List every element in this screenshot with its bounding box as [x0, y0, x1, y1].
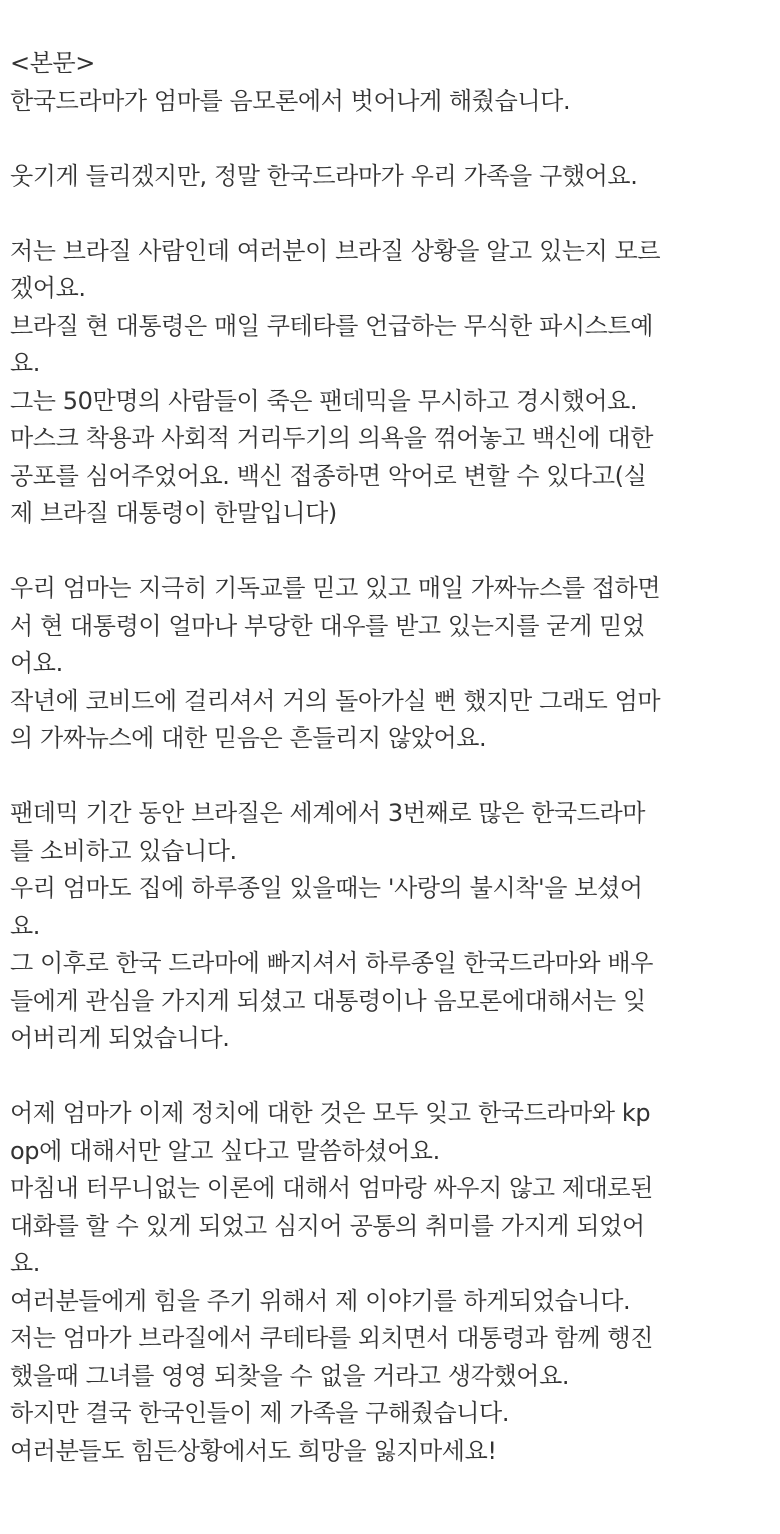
text-line: 하지만 결국 한국인들이 제 가족을 구해줬습니다. [10, 1399, 510, 1427]
post-title: 한국드라마가 엄마를 음모론에서 벗어나게 해줬습니다. [10, 86, 571, 115]
text-line: 했을때 그녀를 영영 되찾을 수 없을 거라고 생각했어요. [10, 1361, 570, 1390]
text-line: 어요. [10, 649, 63, 677]
section-header: <본문> [10, 49, 95, 77]
post-body [10, 45, 772, 1470]
paragraph-gap [10, 195, 772, 233]
text-line: 작년에 코비드에 걸리셔서 거의 돌아가실 뻔 했지만 그래도 엄마 [10, 686, 661, 715]
paragraph [10, 570, 772, 758]
text-line: 를 소비하고 있습니다. [10, 836, 237, 865]
paragraph [10, 158, 772, 196]
text-line: 들에게 관심을 가지게 되셨고 대통령이나 음모론에대해서는 잊 [10, 986, 646, 1015]
text-line: 그 이후로 한국 드라마에 빠지셔서 하루종일 한국드라마와 배우 [10, 949, 653, 977]
text-line: 요. [10, 1249, 41, 1277]
paragraph-gap [10, 758, 772, 796]
text-line: 대화를 할 수 있게 되었고 심지어 공통의 취미를 가지게 되었어 [10, 1211, 645, 1240]
text-line: 서 현 대통령이 얼마나 부당한 대우를 받고 있는지를 굳게 믿었 [10, 611, 645, 640]
paragraph [10, 233, 772, 533]
text-line: 어버리게 되었습니다. [10, 1024, 230, 1052]
paragraph-gap [10, 533, 772, 571]
text-line: 의 가짜뉴스에 대한 믿음은 흔들리지 않았어요. [10, 724, 487, 752]
paragraph [10, 795, 772, 1058]
text-line: 마스크 착용과 사회적 거리두기의 의욕을 꺾어놓고 백신에 대한 [10, 424, 653, 452]
text-line: 저는 브라질 사람인데 여러분이 브라질 상황을 알고 있는지 모르 [10, 236, 661, 265]
text-line: 요. [10, 911, 41, 940]
paragraph-gap [10, 1058, 772, 1096]
text-line: 마침내 터무니없는 이론에 대해서 엄마랑 싸우지 않고 제대로된 [10, 1174, 653, 1202]
text-line: 그는 50만명의 사람들이 죽은 팬데믹을 무시하고 경시했어요. [10, 386, 638, 415]
text-line: 우리 엄마는 지극히 기독교를 믿고 있고 매일 가짜뉴스를 접하면 [10, 574, 661, 602]
paragraph-gap [10, 120, 772, 158]
text-line: 공포를 심어주었어요. 백신 접종하면 악어로 변할 수 있다고(실 [10, 461, 647, 490]
text-line: 여러분들도 힘든상황에서도 희망을 잃지마세요! [10, 1436, 497, 1465]
text-line: 요. [10, 349, 41, 377]
text-line: 팬데믹 기간 동안 브라질은 세계에서 3번째로 많은 한국드라마 [10, 799, 646, 827]
text-line: 제 브라질 대통령이 한말입니다) [10, 499, 337, 527]
text-line: 웃기게 들리겠지만, 정말 한국드라마가 우리 가족을 구했어요. [10, 161, 638, 190]
text-line: 어제 엄마가 이제 정치에 대한 것은 모두 잊고 한국드라마와 kp [10, 1099, 651, 1127]
text-line: 저는 엄마가 브라질에서 쿠테타를 외치면서 대통령과 함께 행진 [10, 1324, 653, 1352]
text-line: 겠어요. [10, 274, 86, 302]
text-line: 여러분들에게 힘을 주기 위해서 제 이야기를 하게되었습니다. [10, 1286, 631, 1315]
paragraph [10, 1095, 772, 1470]
text-line: 우리 엄마도 집에 하루종일 있을때는 '사랑의 불시착'을 보셨어 [10, 874, 643, 902]
text-line: 브라질 현 대통령은 매일 쿠테타를 언급하는 무식한 파시스트예 [10, 311, 653, 340]
text-line: op에 대해서만 알고 싶다고 말씀하셨어요. [10, 1136, 440, 1165]
